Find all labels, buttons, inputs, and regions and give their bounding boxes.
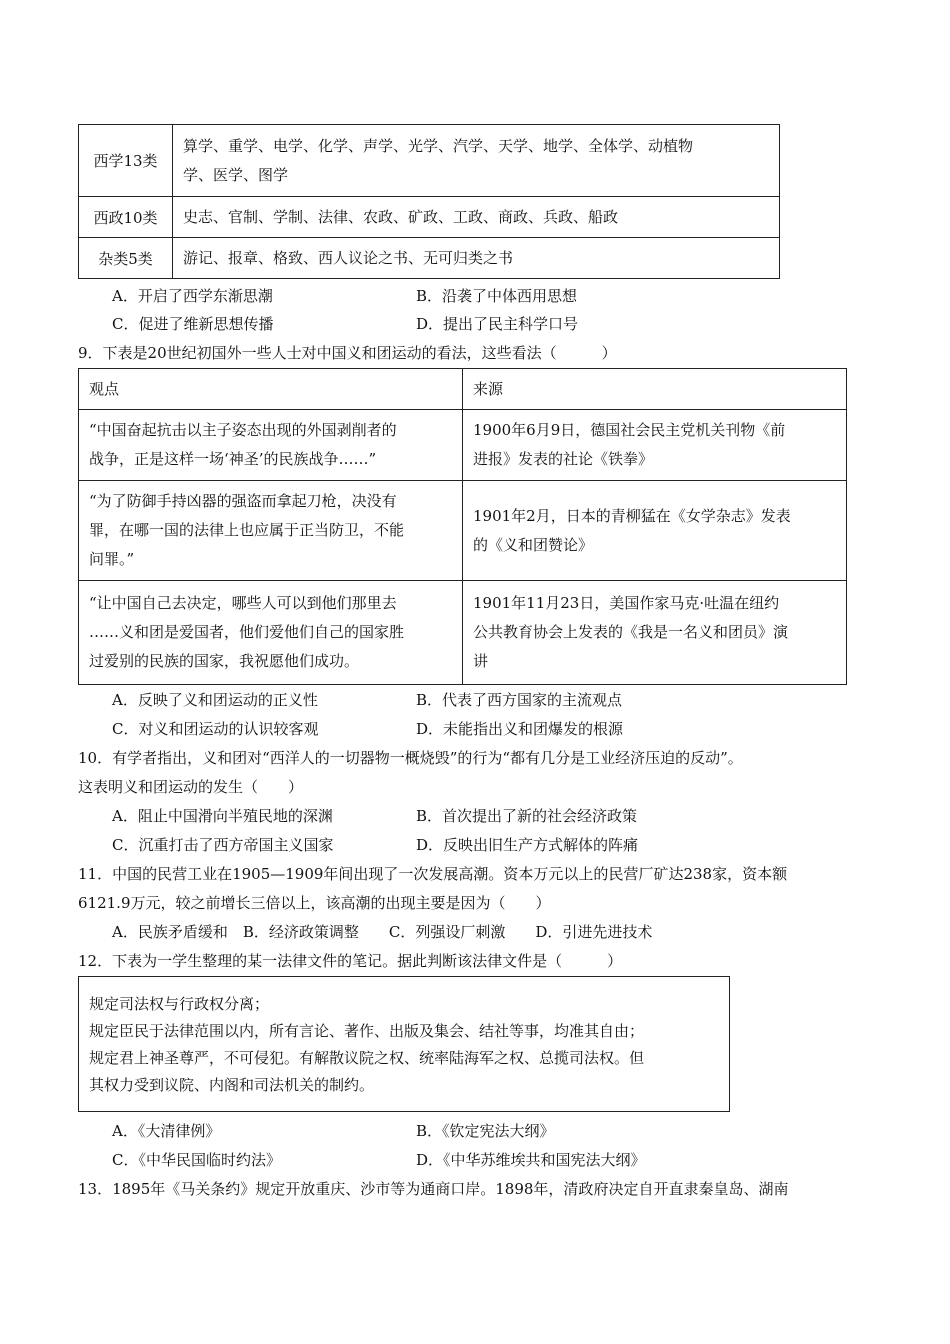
table-row [79, 410, 847, 481]
question-11-stem-cont: 6121.9万元，较之前增长三倍以上，该高潮的出现主要是因为（ ） [78, 894, 551, 912]
table-row [79, 197, 780, 238]
option-c[interactable]: C．《中华民国临时约法》 [112, 1151, 281, 1169]
content-line: 算学、重学、电学、化学、声学、光学、汽学、天学、地学、全体学、动植物 [183, 136, 694, 155]
option-a[interactable]: A．开启了西学东渐思潮 [112, 287, 273, 305]
question-12-stem: 12．下表为一学生整理的某一法律文件的笔记。据此判断该法律文件是（ ） [78, 952, 623, 970]
option-a[interactable]: A．《大清律例》 [112, 1122, 221, 1140]
content-cell [173, 125, 780, 197]
option-b[interactable]: B．首次提出了新的社会经济政策 [416, 807, 638, 825]
source-cell [463, 581, 847, 685]
question-9-stem: 9．下表是20世纪初国外一些人士对中国义和团运动的看法，这些看法（ ） [78, 344, 617, 362]
cell-line: ……义和团是爱国者，他们爱他们自己的国家胜 [89, 623, 405, 641]
view-cell [79, 581, 463, 685]
law-notes-box [78, 976, 730, 1112]
boxer-views-table [78, 368, 847, 685]
content-cell: 史志、官制、学制、法律、农政、矿政、工政、商政、兵政、船政 [173, 197, 780, 238]
source-cell [463, 481, 847, 581]
cell-line: 问罪。” [89, 550, 135, 568]
table-row [79, 238, 780, 279]
content-cell: 游记、报章、格致、西人议论之书、无可归类之书 [173, 238, 780, 279]
option-a[interactable]: A．反映了义和团运动的正义性 [112, 691, 318, 709]
cell-line: “中国奋起抗击以主子姿态出现的外国剥削者的 [89, 421, 397, 439]
table-row [79, 125, 780, 197]
cell-line: 1900年6月9日，德国社会民主党机关刊物《前 [473, 421, 786, 439]
option-d[interactable]: D．《中华苏维埃共和国宪法大纲》 [416, 1151, 646, 1169]
cell-line: 进报》发表的社论《铁拳》 [473, 450, 654, 468]
table-row [79, 481, 847, 581]
note-line: 规定司法权与行政权分离； [89, 995, 270, 1013]
option-b[interactable]: B．沿袭了中体西用思想 [416, 287, 578, 305]
western-books-table [78, 124, 780, 279]
header-source: 来源 [463, 369, 847, 410]
question-13-stem: 13．1895年《马关条约》规定开放重庆、沙市等为通商口岸。1898年，清政府决定自开直隶秦皇岛、湖南 [78, 1180, 789, 1198]
option-c[interactable]: C．促进了维新思想传播 [112, 315, 274, 333]
cell-line: 1901年11月23日，美国作家马克·吐温在纽约 [473, 594, 780, 612]
note-line: 规定臣民于法律范围以内，所有言论、著作、出版及集会、结社等事，均准其自由； [89, 1022, 645, 1040]
question-10-stem-cont: 这表明义和团运动的发生（ ） [78, 778, 304, 796]
cell-line: 的《义和团赞论》 [473, 535, 594, 554]
cell-line: 1901年2月，日本的青柳猛在《女学杂志》发表 [473, 506, 791, 525]
option-a[interactable]: A．阻止中国滑向半殖民地的深渊 [112, 807, 333, 825]
table-header-row [79, 369, 847, 410]
question-11-options[interactable]: A．民族矛盾缓和 B．经济政策调整 C．列强设厂刺激 D．引进先进技术 [112, 923, 653, 941]
option-b[interactable]: B．《钦定宪法大纲》 [416, 1122, 555, 1140]
cell-line: 战争，正是这样一场‘神圣’的民族战争……” [89, 450, 377, 468]
category-cell: 西政10类 [79, 197, 173, 238]
cell-line: 公共教育协会上发表的《我是一名义和团员》演 [473, 623, 789, 641]
option-d[interactable]: D．未能指出义和团爆发的根源 [416, 720, 624, 738]
cell-line: “为了防御手持凶器的强盗而拿起刀枪，决没有 [89, 492, 397, 510]
header-view: 观点 [79, 369, 463, 410]
content-line: 学、医学、图学 [183, 165, 289, 184]
question-11-stem: 11．中国的民营工业在1905—1909年间出现了一次发展高潮。资本万元以上的民营厂矿达238家，资本额 [78, 865, 788, 883]
option-c[interactable]: C．对义和团运动的认识较客观 [112, 720, 319, 738]
note-line: 规定君上神圣尊严，不可侵犯。有解散议院之权、统率陆海军之权、总揽司法权。但 [89, 1049, 645, 1067]
option-b[interactable]: B．代表了西方国家的主流观点 [416, 691, 623, 709]
note-line: 其权力受到议院、内阁和司法机关的制约。 [89, 1076, 375, 1094]
source-cell [463, 410, 847, 481]
option-d[interactable]: D．反映出旧生产方式解体的阵痛 [416, 836, 639, 854]
category-cell: 西学13类 [79, 125, 173, 197]
category-cell: 杂类5类 [79, 238, 173, 279]
view-cell [79, 481, 463, 581]
cell-line: 罪，在哪一国的法律上也应属于正当防卫，不能 [89, 521, 405, 539]
table-row [79, 581, 847, 685]
option-d[interactable]: D．提出了民主科学口号 [416, 315, 579, 333]
view-cell [79, 410, 463, 481]
cell-line: “让中国自己去决定，哪些人可以到他们那里去 [89, 594, 397, 612]
option-c[interactable]: C．沉重打击了西方帝国主义国家 [112, 836, 334, 854]
cell-line: 过爱别的民族的国家，我祝愿他们成功。 [89, 652, 360, 670]
cell-line: 讲 [473, 652, 489, 670]
question-10-stem: 10．有学者指出，义和团对“西洋人的一切器物一概烧毁”的行为“都有几分是工业经济压迫的反动”。 [78, 749, 743, 767]
